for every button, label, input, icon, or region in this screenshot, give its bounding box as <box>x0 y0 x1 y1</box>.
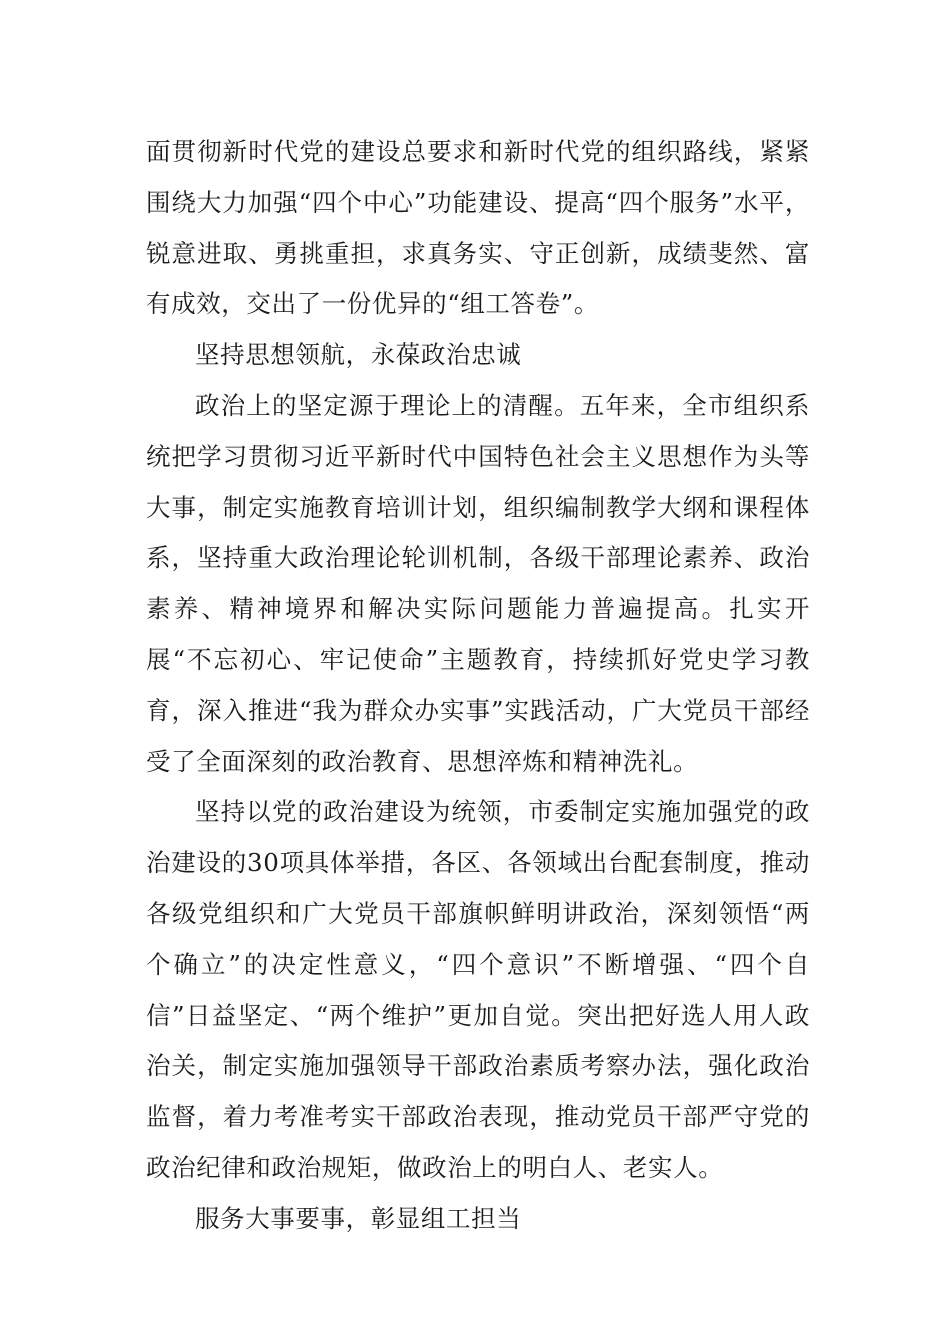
section-heading-serve-major-affairs: 服务大事要事，彰显组工担当 <box>195 1203 522 1233</box>
section-heading-ideological-leadership: 坚持思想领航，永葆政治忠诚 <box>195 340 522 370</box>
paragraph-political-building: 坚持以党的政治建设为统领，市委制定实施加强党的政治建设的30项具体举措，各区、各领域出台配套制度，推动各级党组织和广大党员干部旗帜鲜明讲政治，深刻领悟“两个确立”的决定性意义，“四个意识”不断增强、“四个自信”日益坚定、“两个维护”更加自觉。突出把好选人用人政治关，制定实施加强领导干部政治素质考察办法，强化政治监督，着力考准考实干部政治表现，推动党员干部严守党的政治纪律和政治规矩，做政治上的明白人、老实人。 <box>146 797 810 1182</box>
paragraph-continued: 面贯彻新时代党的建设总要求和新时代党的组织路线，紧紧围绕大力加强“四个中心”功能建设、提高“四个服务”水平，锐意进取、勇挑重担，求真务实、守正创新，成绩斐然、富有成效，交出了一份优异的“组工答卷”。 <box>146 137 810 319</box>
document-body <box>146 127 810 1245</box>
paragraph-theory-study: 政治上的坚定源于理论上的清醒。五年来，全市组织系统把学习贯彻习近平新时代中国特色社会主义思想作为头等大事，制定实施教育培训计划，组织编制教学大纲和课程体系，坚持重大政治理论轮训机制，各级干部理论素养、政治素养、精神境界和解决实际问题能力普遍提高。扎实开展“不忘初心、牢记使命”主题教育，持续抓好党史学习教育，深入推进“我为群众办实事”实践活动，广大党员干部经受了全面深刻的政治教育、思想淬炼和精神洗礼。 <box>146 390 810 776</box>
